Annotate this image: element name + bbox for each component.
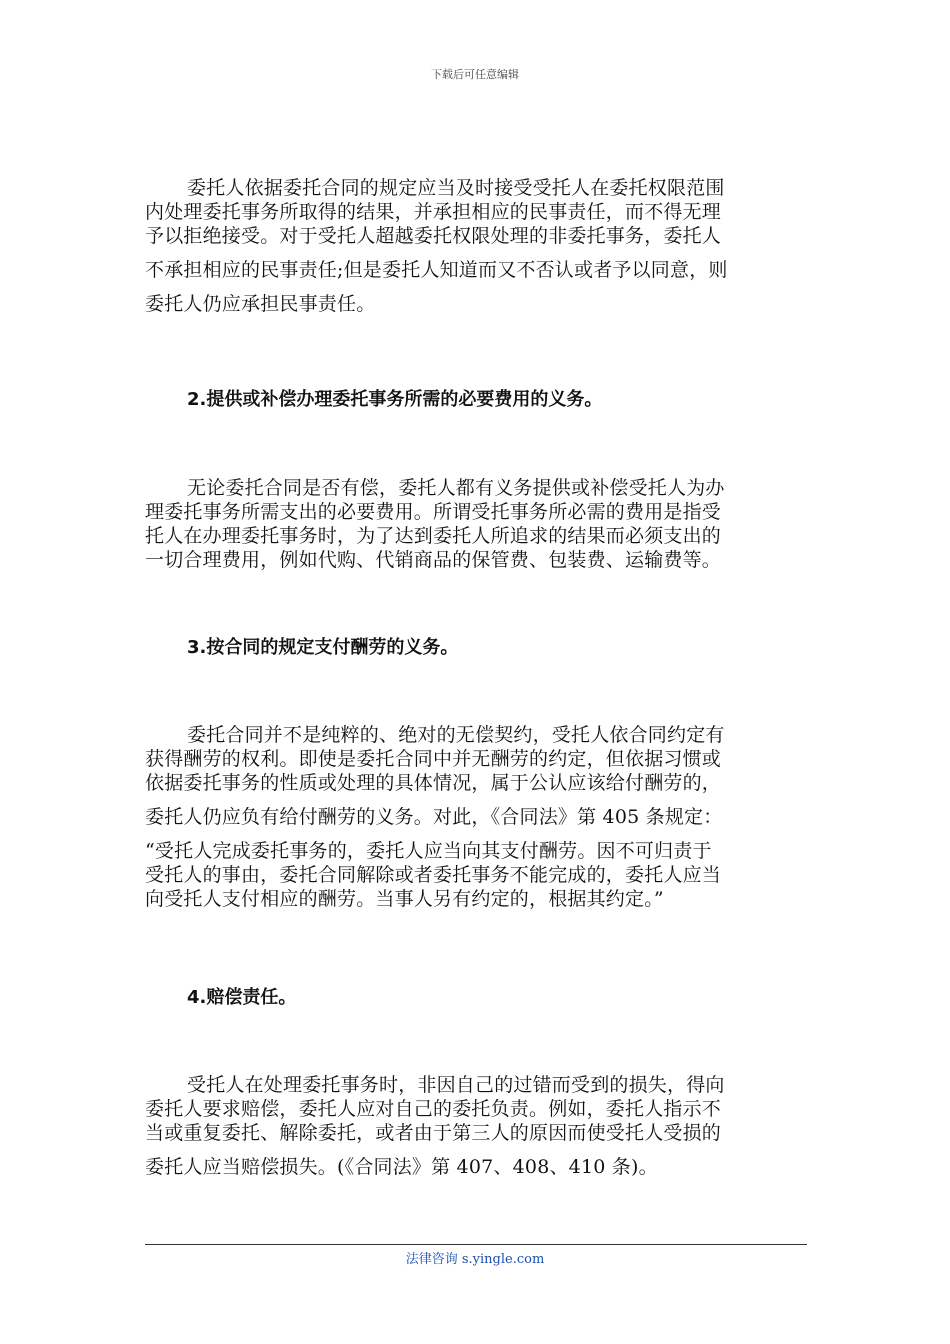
paragraph-line: 委托合同并不是纯粹的、绝对的无偿契约，受托人依合同约定有 <box>187 724 725 746</box>
paragraph-line: 予以拒绝接受。对于受托人超越委托权限处理的非委托事务，委托人 <box>145 225 722 247</box>
paragraph-line: “受托人完成委托事务的，委托人应当向其支付酬劳。因不可归责于 <box>145 840 712 862</box>
section-heading-2: 2.提供或补偿办理委托事务所需的必要费用的义务。 <box>187 389 603 410</box>
paragraph-line: 内处理委托事务所取得的结果，并承担相应的民事责任，而不得无理 <box>145 201 722 223</box>
paragraph-line: 委托人仍应承担民事责任。 <box>145 293 376 315</box>
paragraph-line: 无论委托合同是否有偿，委托人都有义务提供或补偿受托人为办 <box>187 477 725 499</box>
paragraph-necessary-expenses <box>145 476 807 572</box>
page-footer-link[interactable]: 法律咨询 s.yingle.com <box>405 1252 545 1267</box>
paragraph-line: 不承担相应的民事责任;但是委托人知道而又不否认或者予以同意，则 <box>145 259 728 281</box>
paragraph-line: 向受托人支付相应的酬劳。当事人另有约定的，根据其约定。” <box>145 888 664 910</box>
paragraph-line: 受托人在处理委托事务时，非因自己的过错而受到的损失，得向 <box>187 1074 725 1096</box>
paragraph-line: 委托人要求赔偿，委托人应对自己的委托负责。例如，委托人指示不 <box>145 1098 722 1120</box>
section-heading-4: 4.赔偿责任。 <box>187 987 297 1008</box>
section-heading-3: 3.按合同的规定支付酬劳的义务。 <box>187 637 459 658</box>
paragraph-line: 委托人依据委托合同的规定应当及时接受受托人在委托权限范围 <box>187 177 725 199</box>
footer-divider <box>145 1244 807 1245</box>
paragraph-line: 依据委托事务的性质或处理的具体情况，属于公认应该给付酬劳的， <box>145 772 722 794</box>
paragraph-line: 当或重复委托、解除委托，或者由于第三人的原因而使受托人受损的 <box>145 1122 722 1144</box>
paragraph-line: 一切合理费用，例如代购、代销商品的保管费、包装费、运输费等。 <box>145 549 722 571</box>
paragraph-principal-acceptance <box>145 176 807 316</box>
page-header: 下载后可任意编辑 <box>431 68 519 81</box>
paragraph-line: 理委托事务所需支出的必要费用。所谓受托事务所必需的费用是指受 <box>145 501 722 523</box>
paragraph-line: 委托人应当赔偿损失。(《合同法》第 407、408、410 条)。 <box>145 1156 658 1178</box>
paragraph-line: 受托人的事由，委托合同解除或者委托事务不能完成的，委托人应当 <box>145 864 722 886</box>
paragraph-line: 委托人仍应负有给付酬劳的义务。对此，《合同法》第 405 条规定： <box>145 806 723 828</box>
paragraph-line: 获得酬劳的权利。即使是委托合同中并无酬劳的约定，但依据习惯或 <box>145 748 722 770</box>
paragraph-remuneration <box>145 723 807 911</box>
paragraph-line: 托人在办理委托事务时，为了达到委托人所追求的结果而必须支出的 <box>145 525 722 547</box>
paragraph-compensation <box>145 1073 807 1179</box>
